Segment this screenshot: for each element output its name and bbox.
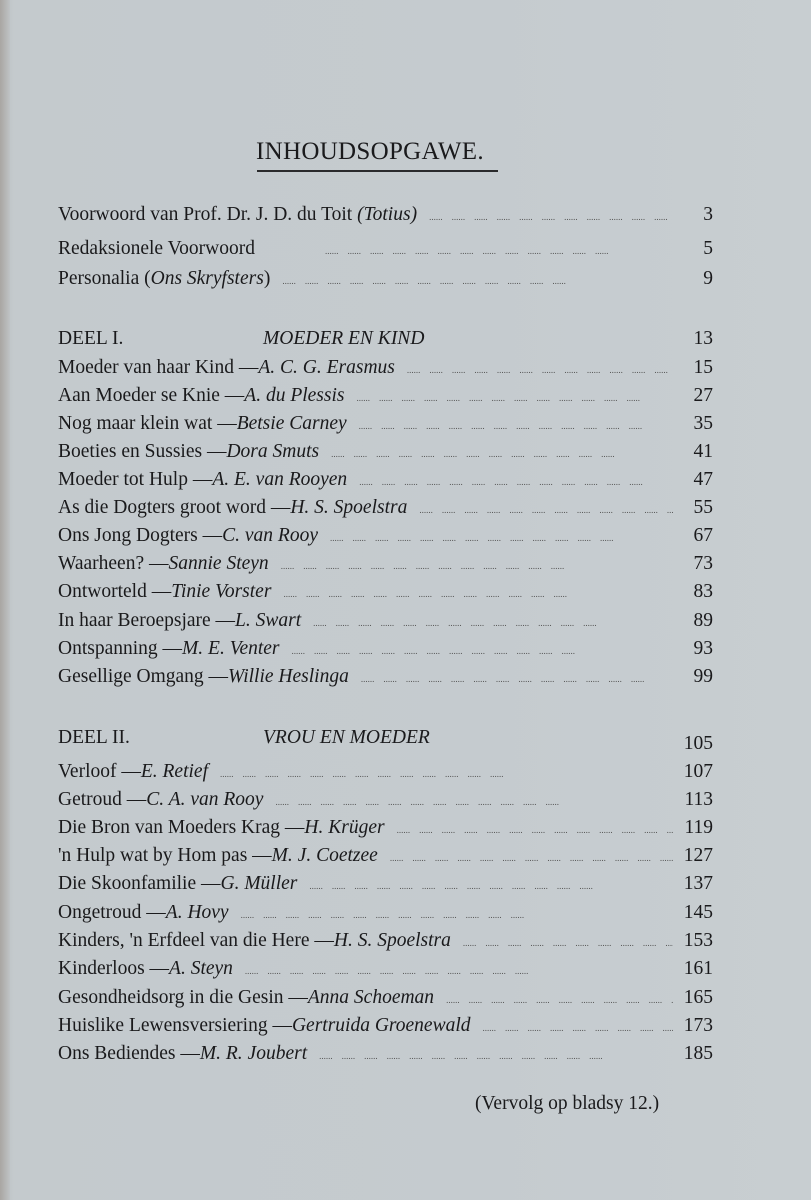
entry-title: Moeder tot Hulp —	[58, 469, 213, 490]
section-heading	[58, 325, 713, 353]
page-number: 165	[683, 987, 713, 1008]
entry-author: Tinie Vorster	[171, 581, 272, 602]
toc-entry	[58, 870, 713, 898]
toc-entry	[58, 438, 713, 466]
leader-dots	[359, 468, 673, 496]
toc-entry	[58, 814, 713, 842]
page-number: 27	[693, 385, 713, 406]
entry-title: Kinders, 'n Erfdeel van die Here —	[58, 930, 334, 951]
toc-entry	[58, 354, 713, 382]
entry-author: Dora Smuts	[226, 441, 320, 462]
leader-dots	[275, 788, 673, 816]
page-number: 127	[683, 845, 713, 866]
entry-title: Die Skoonfamilie —	[58, 873, 221, 894]
page-number: 153	[683, 930, 713, 951]
page-number: 47	[693, 469, 713, 490]
entry-author: G. Müller	[220, 873, 298, 894]
entry-author: Betsie Carney	[236, 413, 347, 434]
page-number: 119	[684, 817, 713, 838]
continuation-note: (Vervolg op bladsy 12.)	[475, 1093, 660, 1114]
toc-entry	[58, 1040, 713, 1068]
leader-dots	[357, 384, 674, 412]
page-number: 5	[703, 238, 713, 259]
page-edge	[0, 0, 10, 1200]
entry-title: 'n Hulp wat by Hom pas —	[58, 845, 272, 866]
entry-suffix: )	[263, 268, 271, 289]
toc-entry	[58, 899, 713, 927]
entry-author: H. S. Spoelstra	[333, 930, 451, 951]
entry-author: H. Krüger	[304, 817, 385, 838]
entry-author: A. du Plessis	[244, 385, 345, 406]
entry-author: Willie Heslinga	[228, 666, 349, 687]
toc-entry	[58, 382, 713, 410]
entry-author: L. Swart	[235, 610, 302, 631]
entry-title: As die Dogters groot word —	[58, 497, 291, 518]
entry-title: Personalia (	[58, 268, 151, 289]
page-number: 9	[703, 268, 713, 289]
leader-dots	[330, 524, 673, 552]
entry-title: In haar Beroepsjare —	[58, 610, 236, 631]
page-number: 173	[683, 1015, 713, 1036]
entry-title: Waarheen? —	[58, 553, 169, 574]
entry-title: Aan Moeder se Knie —	[58, 385, 245, 406]
entry-author: E. Retief	[140, 761, 208, 782]
toc-entry	[58, 927, 713, 955]
entry-title: Ons Jong Dogters —	[58, 525, 223, 546]
page-number: 13	[693, 328, 713, 349]
entry-author: A. Hovy	[165, 902, 229, 923]
entry-title: Verloof —	[58, 761, 141, 782]
page-number: 93	[693, 638, 713, 659]
page-number: 67	[693, 525, 713, 546]
toc-entry	[58, 466, 713, 494]
toc-entry	[58, 663, 713, 691]
leader-dots	[407, 356, 673, 384]
leader-dots	[220, 760, 673, 788]
toc-entry	[58, 494, 713, 522]
section-label: DEEL II.	[58, 727, 130, 748]
entry-author: C. van Rooy	[222, 525, 318, 546]
entry-author: Gertruida Groenewald	[291, 1015, 471, 1036]
entry-title: Nog maar klein wat —	[58, 413, 237, 434]
section-heading	[58, 724, 713, 752]
entry-author: M. R. Joubert	[199, 1043, 308, 1064]
page-title: INHOUDSOPGAWE.	[256, 138, 484, 165]
leader-dots	[361, 665, 673, 693]
toc-entry	[58, 522, 713, 550]
leader-dots	[331, 440, 673, 468]
page-number: 83	[693, 581, 713, 602]
entry-title: Getroud —	[58, 789, 147, 810]
toc-entry	[58, 201, 713, 229]
leader-dots	[281, 552, 673, 580]
leader-dots	[292, 637, 673, 665]
toc-entry	[58, 842, 713, 870]
toc-entry	[58, 758, 713, 786]
page-number: 73	[693, 553, 713, 574]
entry-title: Voorwoord van Prof. Dr. J. D. du Toit	[58, 204, 353, 225]
toc-entry	[58, 635, 713, 663]
toc-entry	[58, 550, 713, 578]
leader-dots	[309, 872, 673, 900]
entry-title: Ontspanning —	[58, 638, 183, 659]
entry-author: M. J. Coetzee	[271, 845, 378, 866]
toc-entry	[58, 984, 713, 1012]
toc-entry	[58, 1012, 713, 1040]
toc-entry	[58, 955, 713, 983]
entry-title: Moeder van haar Kind —	[58, 357, 259, 378]
toc-entry	[58, 410, 713, 438]
page-number: 105	[683, 733, 713, 754]
leader-dots	[463, 929, 673, 957]
entry-author: A. E. van Rooyen	[212, 469, 348, 490]
page-number: 113	[684, 789, 713, 810]
leader-dots	[446, 986, 673, 1014]
leader-dots	[313, 609, 673, 637]
entry-author: Anna Schoeman	[307, 987, 435, 1008]
page-number: 145	[683, 902, 713, 923]
section-title: MOEDER EN KIND	[263, 328, 425, 349]
leader-dots	[245, 957, 673, 985]
entry-author: M. E. Venter	[182, 638, 280, 659]
page-number: 107	[683, 761, 713, 782]
entry-title: Huislike Lewensversiering —	[58, 1015, 292, 1036]
leader-dots	[390, 844, 673, 872]
entry-author: Ons Skryfsters	[150, 268, 264, 289]
entry-author: H. S. Spoelstra	[290, 497, 408, 518]
page-number: 35	[693, 413, 713, 434]
page-number: 137	[683, 873, 713, 894]
entry-title: Ontworteld —	[58, 581, 172, 602]
leader-dots	[283, 580, 673, 608]
entry-title: Kinderloos —	[58, 958, 170, 979]
title-underline	[257, 170, 498, 172]
leader-dots	[397, 816, 673, 844]
entry-title: Gesellige Omgang —	[58, 666, 229, 687]
entry-author: Sannie Steyn	[168, 553, 269, 574]
page-number: 161	[683, 958, 713, 979]
page-number: 41	[693, 441, 713, 462]
leader-dots	[325, 237, 673, 265]
entry-title: Redaksionele Voorwoord	[58, 238, 255, 259]
toc-entry	[58, 265, 713, 293]
entry-title: Gesondheidsorg in die Gesin —	[58, 987, 308, 1008]
page-number: 55	[693, 497, 713, 518]
page-number: 185	[683, 1043, 713, 1064]
entry-title: Ons Bediendes —	[58, 1043, 200, 1064]
section-label: DEEL I.	[58, 328, 124, 349]
entry-title: Ongetroud —	[58, 902, 166, 923]
toc-entry	[58, 235, 713, 263]
page-number: 3	[703, 204, 713, 225]
page-number: 99	[693, 666, 713, 687]
toc-entry	[58, 786, 713, 814]
leader-dots	[419, 496, 673, 524]
toc-entry	[58, 607, 713, 635]
entry-title: Die Bron van Moeders Krag —	[58, 817, 305, 838]
leader-dots	[319, 1042, 673, 1070]
leader-dots	[241, 901, 673, 929]
leader-dots	[359, 412, 673, 440]
entry-author: A. C. G. Erasmus	[258, 357, 395, 378]
page-number: 89	[693, 610, 713, 631]
page-number: 15	[693, 357, 713, 378]
toc-entry	[58, 578, 713, 606]
entry-title: Boeties en Sussies —	[58, 441, 227, 462]
section-title: VROU EN MOEDER	[263, 727, 430, 748]
entry-author: A. Steyn	[169, 958, 233, 979]
leader-dots	[483, 1014, 673, 1042]
leader-dots	[282, 267, 673, 295]
entry-author: (Totius)	[357, 204, 418, 225]
leader-dots	[429, 203, 673, 231]
entry-author: C. A. van Rooy	[146, 789, 264, 810]
